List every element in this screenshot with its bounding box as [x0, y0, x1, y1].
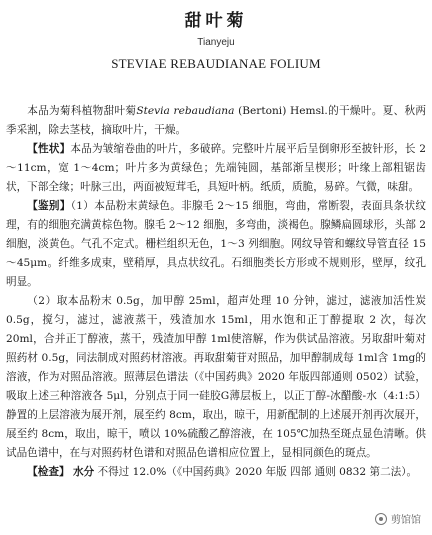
intro-post: (Bertoni) Hemsl.的干燥叶。夏、秋两季采割，除去茎枝，摘取叶片，干燥。 [6, 105, 427, 136]
inspection-text: 不得过 12.0%（《中国药典》2020 年版 四部 通则 0832 第二法）。 [97, 466, 418, 478]
species-name: Stevia rebaudiana [136, 105, 235, 117]
inspection-section [6, 463, 426, 482]
watermark [372, 510, 424, 527]
character-label: 【性状】 [27, 143, 71, 155]
monograph-body [6, 102, 426, 482]
intro-paragraph [6, 102, 426, 140]
character-text: 本品为皱缩卷曲的叶片，多破碎。完整叶片展平后呈倒卵形至披针形，长 2～11cm，宽 1～4cm；叶片多为黄绿色；先端钝圆，基部渐呈楔形；叶缘上部粗锯齿状，下部全缘；叶脉三出，两面被短茸毛，具短叶柄。纸质，质脆，易碎。气微，味甜。 [6, 143, 426, 193]
identification-item-2: （2）取本品粉末 0.5g，加甲醇 25ml，超声处理 10 分钟，滤过，滤液加活性炭 0.5g，搅匀，滤过，滤液蒸干，残渣加水 15ml，用水饱和正丁醇提取 2 次，每次 20ml，合并正丁醇液，蒸干，残渣加甲醇 1ml使溶解，作为供试品溶液。另取甜叶菊对照药材 0.5g，同法制成对照药材溶液。再取甜菊苷对照品，加甲醇制成每 1ml含 1mg的溶液，作为对照品溶液。照薄层色谱法（《中国药典》2020 年版四部通则 0502）试验，吸取上述三种溶液各 5μl，分别点于同一硅胶G薄层板上，以正丁醇-冰醋酸-水（4:1:5）静置的上层溶液为展开剂，展至约 8cm，取出，晾干，用新配制的上述展开剂再次展开，展至约 8cm，取出，晾干，喷以 10%硫酸乙醇溶液，在 105℃加热至斑点显色清晰。供试品色谱中，在与对照药材色谱和对照品色谱相应位置上，显相同颜色的斑点。 [6, 295, 426, 459]
watermark-text: 剪馆馆 [391, 515, 421, 526]
character-section [6, 140, 426, 197]
pinyin-name: Tianyeju [197, 37, 235, 48]
identification-item-2-paragraph [6, 292, 426, 463]
identification-item-1: （1）本品粉末黄绿色。非腺毛 2～15 细胞，弯曲，常断裂，表面具条状纹理，有的细胞充满黄棕色物。腺毛 2～12 细胞，多弯曲，淡褐色。腺鳞扁圆球形，头部 2 细胞，淡黄色。气孔不定式。栅栏组织无色，1～3 列细胞。网纹导管和螺纹导管直径 15～45μm。纤维多成束，壁稍厚，具点状纹孔。石细胞类长方形或不规则形，壁厚，纹孔明显。 [6, 200, 426, 288]
identification-label: 【鉴别】 [27, 200, 71, 212]
page-title: 甜叶菊 [184, 11, 248, 31]
identification-section [6, 197, 426, 292]
latin-name: STEVIAE REBAUDIANAE FOLIUM [111, 56, 321, 71]
intro-pre: 本品为菊科植物甜叶菊 [27, 105, 137, 117]
inspection-label: 【检查】 [27, 466, 70, 478]
moisture-label: 水分 [72, 466, 95, 478]
wechat-logo-icon [375, 513, 387, 525]
